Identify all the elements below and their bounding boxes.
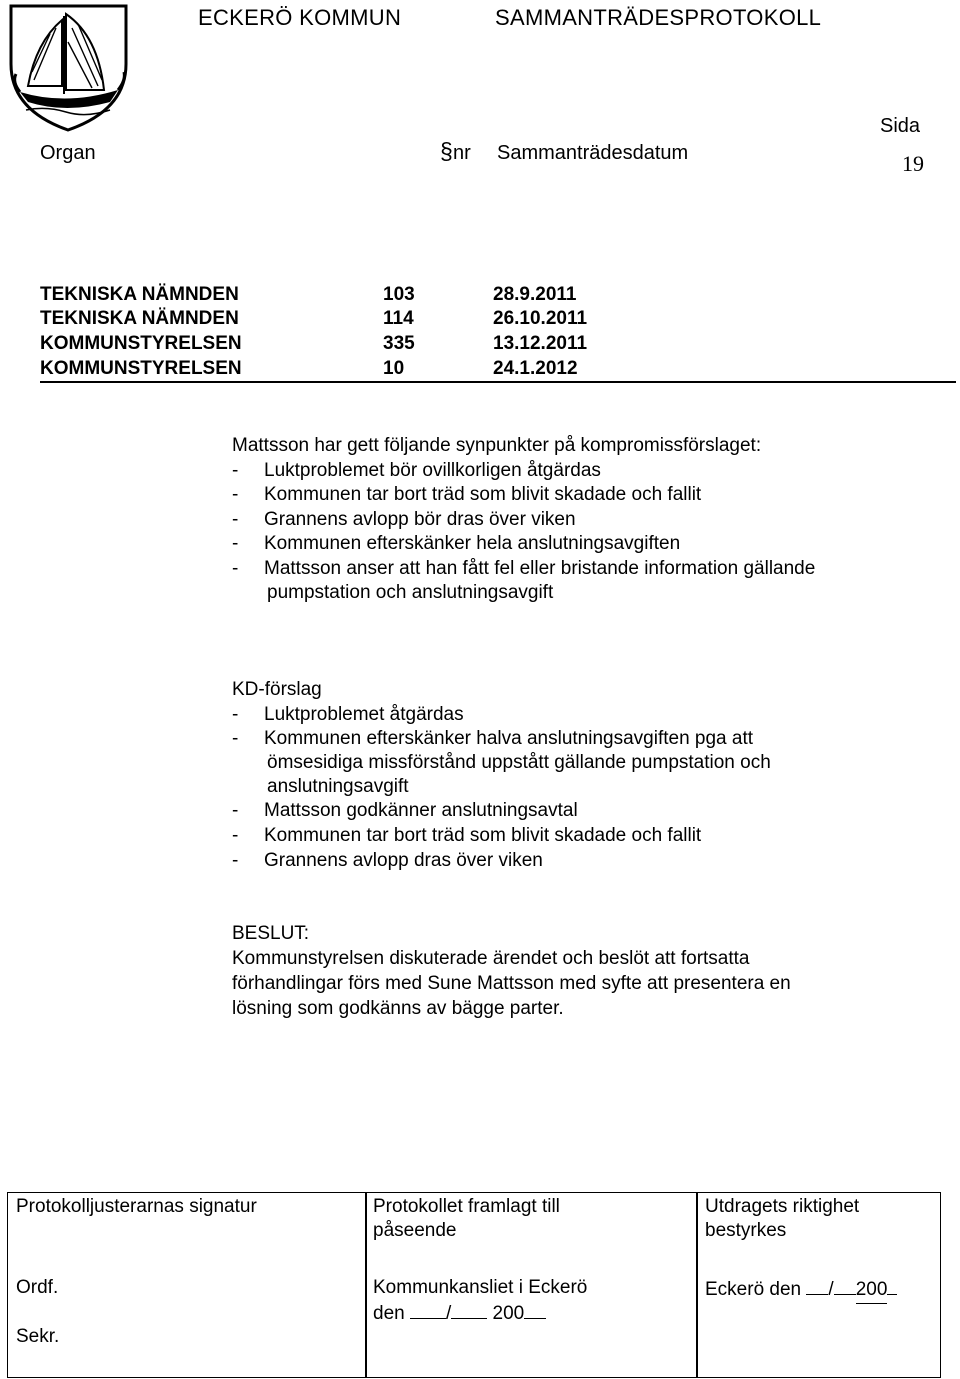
list-item: Mattsson anser att han fått fel eller bristande information gällande (264, 558, 816, 579)
page-number: 19 (902, 151, 924, 176)
date-month-blank (451, 1300, 487, 1319)
date-day-blank (410, 1300, 446, 1319)
meeting-nr: 335 (383, 333, 415, 354)
list-item: Kommunen efterskänker halva anslutningsavgiften pga att (264, 728, 754, 749)
posted-col-header: Protokollet framlagt till (373, 1196, 560, 1217)
list-dash: - (232, 533, 239, 554)
col-organ: Organ (40, 142, 96, 164)
signature-col-header: Protokolljusterarnas signatur (16, 1196, 257, 1217)
header-divider (40, 381, 956, 383)
list-item: Kommunen efterskänker hela anslutningsavgiften (264, 533, 681, 554)
list-item-continuation: pumpstation och anslutningsavgift (267, 582, 554, 603)
list-dash: - (232, 460, 239, 481)
list-dash: - (232, 558, 239, 579)
meeting-nr: 103 (383, 284, 415, 305)
certify-month-blank (834, 1276, 856, 1295)
meeting-date: 24.1.2012 (493, 358, 578, 379)
posted-col-header: påseende (373, 1220, 457, 1241)
certify-col-header: Utdragets riktighet (705, 1196, 860, 1217)
date-field (373, 1300, 546, 1327)
meeting-nr: 10 (383, 358, 405, 379)
section-sign-icon: § (440, 138, 453, 164)
meeting-date: 13.12.2011 (493, 333, 588, 354)
date-slash: / (445, 1303, 452, 1324)
table-divider (696, 1192, 698, 1378)
doc-type: SAMMANTRÄDESPROTOKOLL (495, 5, 822, 30)
list-item-continuation: anslutningsavgift (267, 776, 409, 797)
list-item: Grannens avlopp dras över viken (264, 850, 543, 871)
list-dash: - (232, 800, 239, 821)
meeting-nr: 114 (383, 308, 414, 329)
meeting-organ: KOMMUNSTYRELSEN (40, 333, 242, 354)
sekr-label: Sekr. (16, 1326, 60, 1347)
list-dash: - (232, 850, 239, 871)
date-year: 200 (492, 1303, 525, 1324)
list-item: Luktproblemet åtgärdas (264, 704, 464, 725)
certify-year: 200 (856, 1278, 888, 1304)
municipality-logo (6, 2, 156, 132)
beslut-line: Kommunstyrelsen diskuterade ärendet och beslöt att fortsatta (232, 948, 750, 969)
list-dash: - (232, 728, 239, 749)
certify-slash: / (828, 1279, 834, 1300)
org-name: ECKERÖ KOMMUN (198, 5, 402, 30)
beslut-line: förhandlingar förs med Sune Mattsson med syfte att presentera en (232, 973, 791, 994)
certify-date-field (705, 1276, 897, 1304)
certify-date-prefix: Eckerö den (705, 1279, 802, 1300)
list-dash: - (232, 484, 239, 505)
beslut-line: lösning som godkänns av bägge parter. (232, 998, 564, 1019)
list-item: Grannens avlopp bör dras över viken (264, 509, 576, 530)
page-label: Sida (880, 115, 921, 137)
beslut-heading: BESLUT: (232, 923, 310, 944)
list-dash: - (232, 704, 239, 725)
section1-intro: Mattsson har gett följande synpunkter på kompromissförslaget: (232, 435, 762, 456)
date-prefix: den (373, 1303, 405, 1324)
list-dash: - (232, 509, 239, 530)
meeting-organ: TEKNISKA NÄMNDEN (40, 284, 239, 305)
list-item-continuation: ömsesidiga missförstånd uppstått gällande pumpstation och (267, 752, 771, 773)
col-nr: nr (453, 142, 471, 164)
meeting-date: 28.9.2011 (493, 284, 577, 305)
list-dash: - (232, 825, 239, 846)
certify-col-header: bestyrkes (705, 1220, 787, 1241)
ordf-label: Ordf. (16, 1277, 59, 1298)
meeting-organ: KOMMUNSTYRELSEN (40, 358, 242, 379)
date-year-blank (524, 1300, 546, 1319)
table-divider (365, 1192, 367, 1378)
list-item: Mattsson godkänner anslutningsavtal (264, 800, 578, 821)
office-label: Kommunkansliet i Eckerö (373, 1277, 588, 1298)
col-date: Sammanträdesdatum (497, 142, 689, 164)
list-item: Kommunen tar bort träd som blivit skadade och fallit (264, 484, 702, 505)
section2-title: KD-förslag (232, 679, 322, 700)
meeting-date: 26.10.2011 (493, 308, 588, 329)
certify-day-blank (806, 1276, 828, 1295)
certify-year-blank (887, 1276, 897, 1295)
meeting-organ: TEKNISKA NÄMNDEN (40, 308, 239, 329)
list-item: Luktproblemet bör ovillkorligen åtgärdas (264, 460, 601, 481)
list-item: Kommunen tar bort träd som blivit skadade och fallit (264, 825, 702, 846)
